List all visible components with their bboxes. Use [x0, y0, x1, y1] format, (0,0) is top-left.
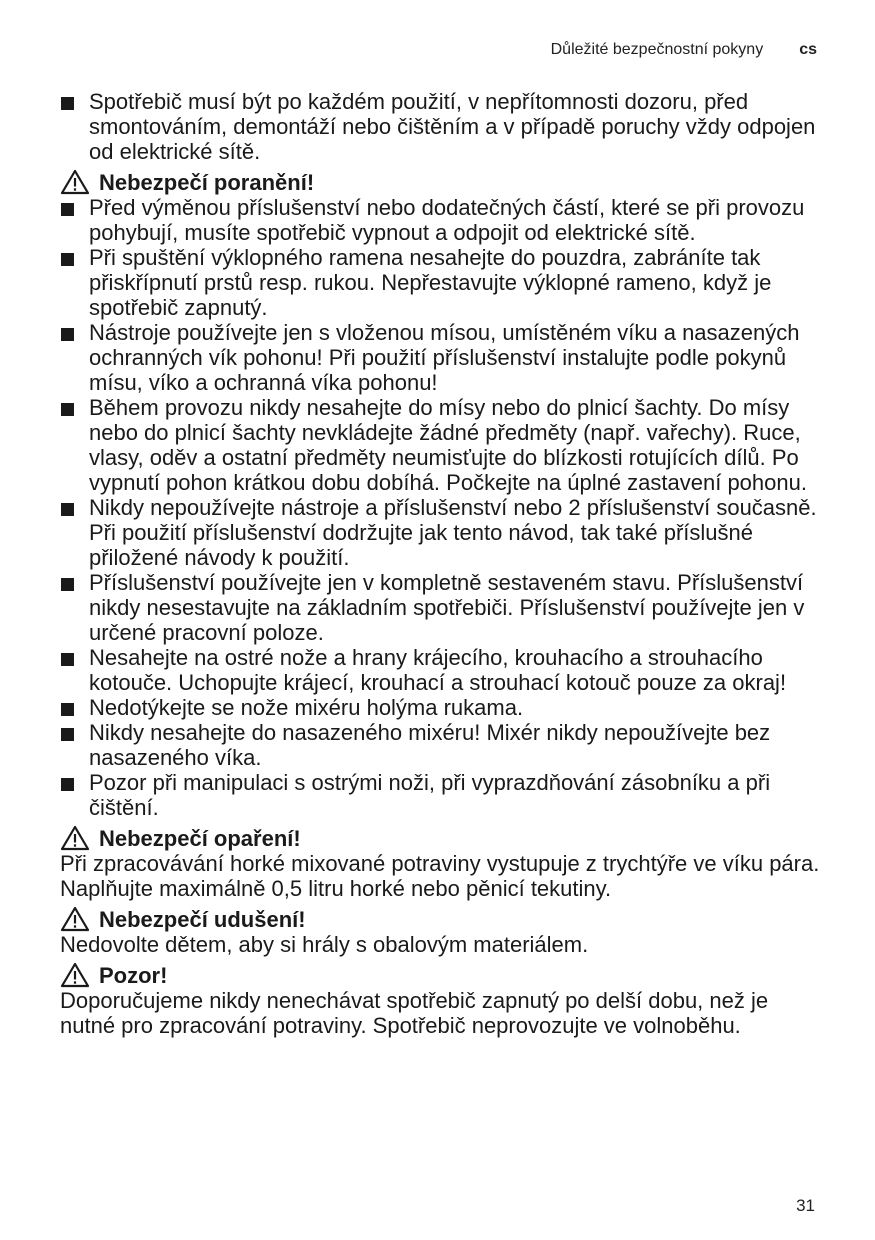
suffocation-text: Nedovolte dětem, aby si hrály s obalovým materiálem.	[60, 932, 589, 957]
warning-triangle-icon	[60, 825, 90, 851]
suffocation-heading	[60, 906, 820, 932]
heading-text: Pozor!	[99, 962, 168, 988]
list-item-text: Nikdy nesahejte do nasazeného mixéru! Mixér nikdy nepoužívejte bez nasazeného víka.	[89, 720, 771, 770]
list-item-text: Během provozu nikdy nesahejte do mísy nebo do plnicí šachty. Do mísy nebo do plnicí šachty nevkládejte žádné předměty (např. vařechy). Ruce, vlasy, oděv a ostatní předměty neumisťujte do blízkosti rotujících dílů. Po vypnutí pohon krátkou dobu dobíhá. Počkejte na úplné zastavení pohonu.	[89, 395, 807, 495]
list-item	[60, 720, 820, 770]
scalding-text: Při zpracovávání horké mixované potraviny vystupuje z trychtýře ve víku pára. Naplňujte maximálně 0,5 litru horké nebo pěnicí tekutiny.	[60, 851, 820, 901]
header-title: Důležité bezpečnostní pokyny	[550, 41, 764, 58]
list-item-text: Pozor při manipulaci s ostrými noži, při vyprazdňování zásobníku a při čištění.	[89, 770, 771, 820]
safety-instructions	[60, 89, 820, 1038]
list-item	[60, 770, 820, 820]
language-code: cs	[799, 41, 817, 58]
warning-triangle-icon	[60, 169, 90, 195]
list-item	[60, 645, 820, 695]
bullet-square-icon	[61, 778, 74, 791]
list-item	[60, 695, 820, 720]
list-item-text: Nástroje používejte jen s vloženou mísou, umístěném víku a nasazených ochranných vík pohonu! Při použití příslušenství instalujte podle pokynů mísu, víko a ochranná víka pohonu!	[89, 320, 800, 395]
page-header	[551, 41, 817, 59]
list-item-text: Spotřebič musí být po každém použití, v nepřítomnosti dozoru, před smontováním, demontáží nebo čištěním a v případě poruchy vždy odpojen od elektrické sítě.	[89, 89, 816, 164]
bullet-square-icon	[61, 503, 74, 516]
scalding-heading	[60, 825, 820, 851]
bullet-square-icon	[61, 578, 74, 591]
list-item-text: Nikdy nepoužívejte nástroje a příslušenství nebo 2 příslušenství současně. Při použití příslušenství dodržujte jak tento návod, tak také příslušné přiložené návody k použití.	[89, 495, 817, 570]
injury-heading	[60, 169, 820, 195]
bullet-square-icon	[61, 203, 74, 216]
list-item-text: Nesahejte na ostré nože a hrany krájecího, krouhacího a strouhacího kotouče. Uchopujte krájecí, krouhací a strouhací kotouč pouze za okraj!	[89, 645, 787, 695]
list-item	[60, 570, 820, 645]
bullet-square-icon	[61, 728, 74, 741]
heading-text: Nebezpečí poranění!	[99, 169, 315, 195]
list-item	[60, 495, 820, 570]
bullet-square-icon	[61, 703, 74, 716]
heading-text: Nebezpečí opaření!	[99, 825, 301, 851]
bullet-square-icon	[61, 328, 74, 341]
bullet-square-icon	[61, 653, 74, 666]
list-item	[60, 320, 820, 395]
page-number: 31	[796, 1196, 815, 1215]
list-item-text: Příslušenství používejte jen v kompletně sestaveném stavu. Příslušenství nikdy nesestavujte na základním spotřebiči. Příslušenství používejte jen v určené pracovní poloze.	[89, 570, 805, 645]
warning-triangle-icon	[60, 906, 90, 932]
list-item	[60, 89, 820, 164]
list-item	[60, 195, 820, 245]
bullet-square-icon	[61, 97, 74, 110]
caution-heading	[60, 962, 820, 988]
heading-text: Nebezpečí udušení!	[99, 906, 306, 932]
list-item	[60, 395, 820, 495]
list-item-text: Nedotýkejte se nože mixéru holýma rukama.	[89, 695, 524, 720]
bullet-square-icon	[61, 403, 74, 416]
list-item-text: Při spuštění výklopného ramena nesahejte do pouzdra, zabráníte tak přiskřípnutí prstů resp. rukou. Nepřestavujte výklopné rameno, když je spotřebič zapnutý.	[89, 245, 772, 320]
bullet-square-icon	[61, 253, 74, 266]
list-item	[60, 245, 820, 320]
caution-text: Doporučujeme nikdy nenechávat spotřebič zapnutý po delší dobu, než je nutné pro zpracování potraviny. Spotřebič neprovozujte ve volnoběhu.	[60, 988, 769, 1038]
warning-triangle-icon	[60, 962, 90, 988]
list-item-text: Před výměnou příslušenství nebo dodatečných částí, které se při provozu pohybují, musíte spotřebič vypnout a odpojit od elektrické sítě.	[89, 195, 805, 245]
